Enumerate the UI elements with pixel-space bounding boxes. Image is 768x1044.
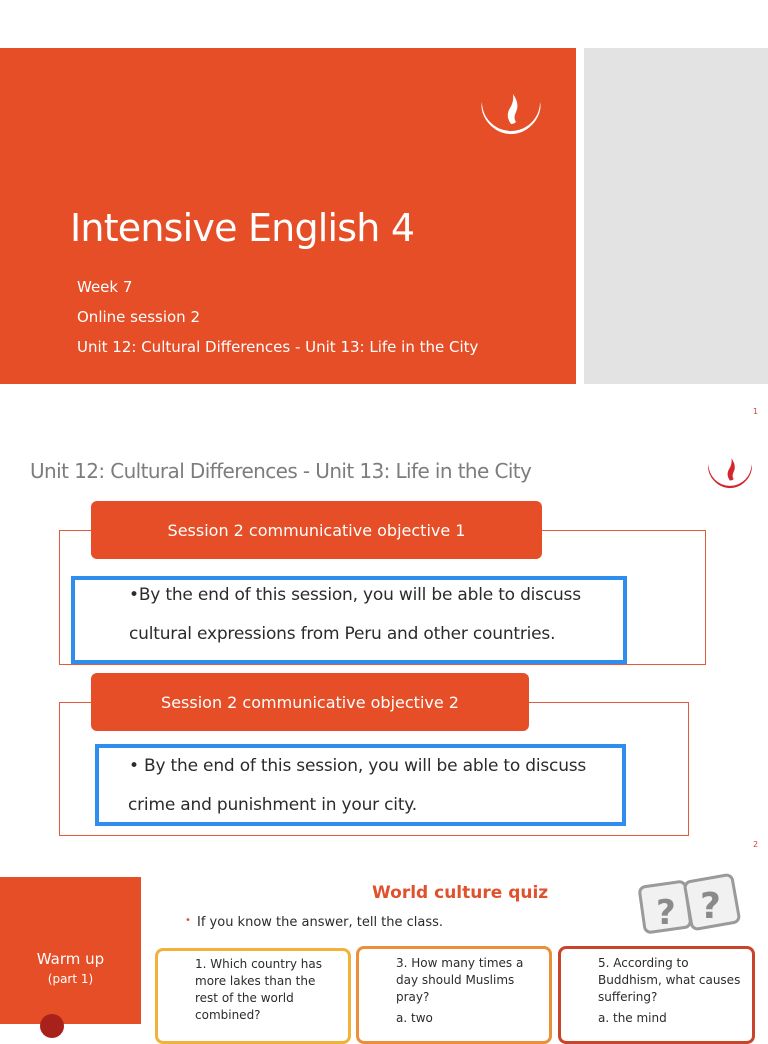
upc-flame-logo-icon	[476, 80, 546, 142]
svg-text:?: ?	[656, 893, 676, 933]
objective-2-header: Session 2 communicative objective 2	[91, 673, 529, 731]
quiz-card-3-answer: a. two	[396, 1011, 433, 1025]
question-marks-icon	[636, 872, 746, 936]
warm-up-label: Warm up	[36, 950, 105, 968]
upc-flame-logo-icon	[704, 446, 756, 496]
dark-circle-decoration	[40, 1014, 64, 1038]
slide1-side-panel	[584, 48, 768, 384]
slide1-number: 1	[753, 407, 759, 416]
svg-text:?: ?	[700, 886, 721, 927]
objective-2-line2: crime and punishment in your city.	[128, 795, 417, 815]
objective-1-line2: cultural expressions from Peru and other countries.	[129, 624, 556, 644]
objective-2-line1: • By the end of this session, you will be able to discuss	[129, 756, 587, 776]
slide2-title: Unit 12: Cultural Differences - Unit 13: Life in the City	[30, 459, 532, 483]
slide1-week: Week 7	[77, 278, 133, 296]
slide1-title: Intensive English 4	[70, 206, 415, 250]
quiz-card-5-question: 5. According to Buddhism, what causes suffering?	[598, 956, 741, 1004]
quiz-card-1-question: 1. Which country has more lakes than the rest of the world combined?	[195, 957, 323, 1022]
objective-1-line1: •By the end of this session, you will be able to discuss	[129, 585, 581, 605]
warm-up-part: (part 1)	[47, 972, 94, 986]
slide1-session: Online session 2	[77, 308, 200, 326]
bullet-dot: •	[185, 915, 191, 926]
objective-1-header: Session 2 communicative objective 1	[91, 501, 542, 559]
quiz-title: World culture quiz	[372, 883, 549, 903]
slide1-units: Unit 12: Cultural Differences - Unit 13: Life in the City	[77, 338, 479, 356]
quiz-instruction: If you know the answer, tell the class.	[197, 915, 444, 930]
slide2-number: 2	[753, 840, 759, 849]
quiz-card-5-answer: a. the mind	[598, 1011, 667, 1025]
quiz-card-3-question: 3. How many times a day should Muslims pray?	[396, 956, 524, 1004]
